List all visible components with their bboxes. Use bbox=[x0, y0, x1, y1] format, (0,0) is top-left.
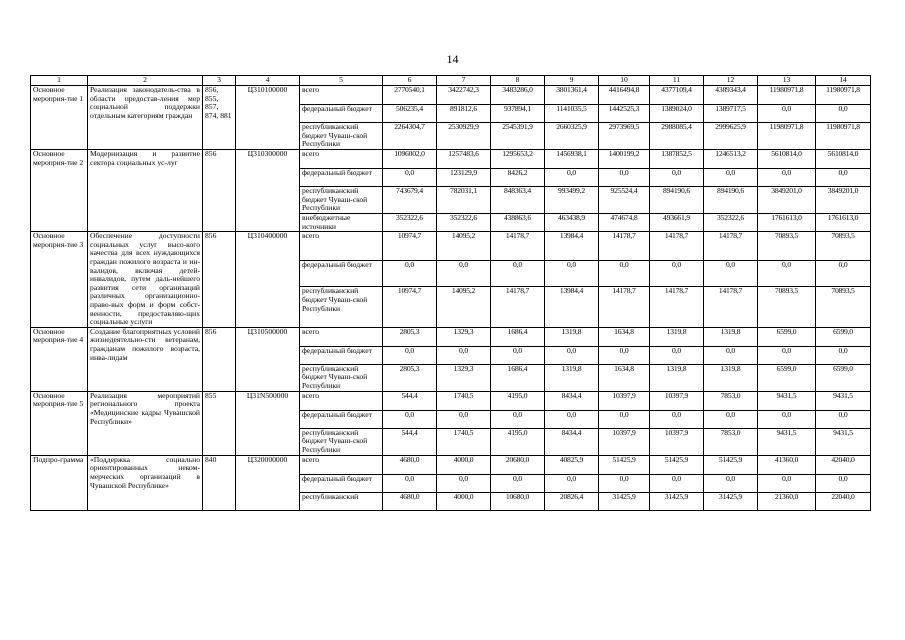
funding-source: федеральный бюджет bbox=[300, 474, 383, 492]
value-cell: 51425,9 bbox=[599, 455, 650, 474]
value-cell: 40825,9 bbox=[545, 455, 599, 474]
value-cell: 1740,5 bbox=[437, 428, 491, 455]
value-cell: 1634,8 bbox=[599, 327, 650, 346]
value-cell: 14178,7 bbox=[704, 287, 758, 327]
value-cell: 3849201,0 bbox=[758, 187, 816, 214]
funding-source: всего bbox=[300, 455, 383, 474]
value-cell: 11980971,8 bbox=[816, 86, 871, 105]
event-name: Основное мероприя-тие 2 bbox=[31, 150, 88, 232]
funding-source: республиканский бюджет Чуваш-ской Республики bbox=[300, 364, 383, 391]
column-header: 6 bbox=[383, 76, 437, 86]
event-description: Модернизация и развитие сектора социальных ус-луг bbox=[88, 150, 203, 232]
value-cell: 1761613,0 bbox=[758, 214, 816, 232]
table-row bbox=[31, 391, 871, 410]
value-cell: 1634,8 bbox=[599, 364, 650, 391]
value-cell: 0,0 bbox=[491, 474, 545, 492]
column-header: 10 bbox=[599, 76, 650, 86]
value-cell: 70893,5 bbox=[816, 287, 871, 327]
value-cell: 0,0 bbox=[599, 169, 650, 187]
column-header: 8 bbox=[491, 76, 545, 86]
value-cell: 4680,0 bbox=[383, 455, 437, 474]
grbs-code: 840 bbox=[203, 455, 236, 510]
funding-source: всего bbox=[300, 86, 383, 105]
value-cell: 925524,4 bbox=[599, 187, 650, 214]
value-cell: 1257483,6 bbox=[437, 150, 491, 169]
value-cell: 0,0 bbox=[816, 346, 871, 364]
value-cell: 3422742,3 bbox=[437, 86, 491, 105]
value-cell: 0,0 bbox=[383, 346, 437, 364]
value-cell: 1246513,2 bbox=[704, 150, 758, 169]
value-cell: 0,0 bbox=[545, 474, 599, 492]
value-cell: 1319,8 bbox=[650, 327, 704, 346]
value-cell: 0,0 bbox=[599, 410, 650, 428]
value-cell: 4000,0 bbox=[437, 492, 491, 510]
value-cell: 0,0 bbox=[758, 346, 816, 364]
value-cell: 14095,2 bbox=[437, 232, 491, 260]
value-cell: 0,0 bbox=[816, 474, 871, 492]
value-cell: 0,0 bbox=[437, 410, 491, 428]
value-cell: 0,0 bbox=[650, 260, 704, 287]
funding-source: федеральный бюджет bbox=[300, 346, 383, 364]
column-header: 12 bbox=[704, 76, 758, 86]
value-cell: 1686,4 bbox=[491, 364, 545, 391]
value-cell: 1295653,2 bbox=[491, 150, 545, 169]
header-row bbox=[31, 76, 871, 86]
funding-source: всего bbox=[300, 232, 383, 260]
value-cell: 31425,9 bbox=[599, 492, 650, 510]
value-cell: 1319,8 bbox=[704, 327, 758, 346]
value-cell: 1456938,1 bbox=[545, 150, 599, 169]
value-cell: 1141035,5 bbox=[545, 105, 599, 123]
value-cell: 0,0 bbox=[650, 474, 704, 492]
value-cell: 993499,2 bbox=[545, 187, 599, 214]
value-cell: 14095,2 bbox=[437, 287, 491, 327]
event-description: Реализация мероприятий регионального проекта «Медицинские кадры Чувашской Республики» bbox=[88, 391, 203, 455]
value-cell: 2805,3 bbox=[383, 364, 437, 391]
column-header: 2 bbox=[88, 76, 203, 86]
classification-code: Ц310300000 bbox=[236, 150, 300, 232]
value-cell: 0,0 bbox=[758, 105, 816, 123]
value-cell: 2999625,9 bbox=[704, 123, 758, 150]
table-row bbox=[31, 150, 871, 169]
event-name: Основное мероприя-тие 3 bbox=[31, 232, 88, 328]
page-number: 14 bbox=[446, 52, 459, 66]
value-cell: 0,0 bbox=[437, 346, 491, 364]
value-cell: 1442525,3 bbox=[599, 105, 650, 123]
value-cell: 10397,9 bbox=[650, 391, 704, 410]
value-cell: 10397,9 bbox=[599, 428, 650, 455]
funding-source: республиканский бюджет Чуваш-ской Республики bbox=[300, 123, 383, 150]
value-cell: 0,0 bbox=[704, 169, 758, 187]
value-cell: 2264304,7 bbox=[383, 123, 437, 150]
value-cell: 0,0 bbox=[545, 346, 599, 364]
value-cell: 493661,9 bbox=[650, 214, 704, 232]
value-cell: 51425,9 bbox=[704, 455, 758, 474]
value-cell: 1096002,0 bbox=[383, 150, 437, 169]
event-description: Создание благоприятных условий жизнедеятельно-сти ветеранам, гражданам пожилого возраста, инва-лидам bbox=[88, 327, 203, 391]
value-cell: 10680,0 bbox=[491, 492, 545, 510]
value-cell: 0,0 bbox=[545, 260, 599, 287]
value-cell: 10397,9 bbox=[599, 391, 650, 410]
value-cell: 70893,5 bbox=[758, 232, 816, 260]
budget-table bbox=[30, 75, 871, 511]
value-cell: 0,0 bbox=[383, 410, 437, 428]
value-cell: 0,0 bbox=[816, 169, 871, 187]
value-cell: 743679,4 bbox=[383, 187, 437, 214]
funding-source: всего bbox=[300, 150, 383, 169]
value-cell: 4389343,4 bbox=[704, 86, 758, 105]
classification-code: Ц310400000 bbox=[236, 232, 300, 328]
value-cell: 0,0 bbox=[704, 474, 758, 492]
value-cell: 13984,4 bbox=[545, 287, 599, 327]
value-cell: 1400199,2 bbox=[599, 150, 650, 169]
value-cell: 0,0 bbox=[599, 474, 650, 492]
classification-code: Ц320000000 bbox=[236, 455, 300, 510]
value-cell: 544,4 bbox=[383, 391, 437, 410]
value-cell: 7853,0 bbox=[704, 391, 758, 410]
value-cell: 7853,0 bbox=[704, 428, 758, 455]
value-cell: 14178,7 bbox=[599, 287, 650, 327]
funding-source: внебюджетные источники bbox=[300, 214, 383, 232]
column-header: 9 bbox=[545, 76, 599, 86]
funding-source: всего bbox=[300, 327, 383, 346]
value-cell: 10397,9 bbox=[650, 428, 704, 455]
value-cell: 0,0 bbox=[704, 410, 758, 428]
value-cell: 21360,0 bbox=[758, 492, 816, 510]
grbs-code: 855 bbox=[203, 391, 236, 455]
funding-source: республиканский бюджет Чуваш-ской Республики bbox=[300, 187, 383, 214]
value-cell: 544,4 bbox=[383, 428, 437, 455]
table-row bbox=[31, 327, 871, 346]
value-cell: 1761613,0 bbox=[816, 214, 871, 232]
value-cell: 2973969,5 bbox=[599, 123, 650, 150]
event-description: Реализация законодатель-ства в области предостав-ления мер социальной поддержки отдельным категориям граждан bbox=[88, 86, 203, 150]
value-cell: 2545391,9 bbox=[491, 123, 545, 150]
value-cell: 10974,7 bbox=[383, 287, 437, 327]
value-cell: 0,0 bbox=[816, 260, 871, 287]
column-header: 14 bbox=[816, 76, 871, 86]
event-description: «Поддержка социально ориентированных неком-мерческих организаций в Чувашской Республике» bbox=[88, 455, 203, 510]
value-cell: 31425,9 bbox=[704, 492, 758, 510]
value-cell: 937894,1 bbox=[491, 105, 545, 123]
value-cell: 4195,0 bbox=[491, 391, 545, 410]
value-cell: 20826,4 bbox=[545, 492, 599, 510]
value-cell: 11980971,8 bbox=[816, 123, 871, 150]
value-cell: 6599,0 bbox=[816, 327, 871, 346]
value-cell: 6599,0 bbox=[816, 364, 871, 391]
value-cell: 9431,5 bbox=[758, 428, 816, 455]
grbs-code: 856, 855, 857, 874, 881 bbox=[203, 86, 236, 150]
value-cell: 2770540,1 bbox=[383, 86, 437, 105]
column-header: 7 bbox=[437, 76, 491, 86]
value-cell: 4000,0 bbox=[437, 455, 491, 474]
column-header: 4 bbox=[236, 76, 300, 86]
value-cell: 0,0 bbox=[545, 169, 599, 187]
value-cell: 8426,2 bbox=[491, 169, 545, 187]
value-cell: 4195,0 bbox=[491, 428, 545, 455]
column-header: 5 bbox=[300, 76, 383, 86]
value-cell: 352322,6 bbox=[437, 214, 491, 232]
value-cell: 9431,5 bbox=[816, 428, 871, 455]
table-row bbox=[31, 232, 871, 260]
value-cell: 11980971,8 bbox=[758, 86, 816, 105]
value-cell: 9431,5 bbox=[816, 391, 871, 410]
funding-source: республиканский бюджет Чуваш-ской Республики bbox=[300, 428, 383, 455]
value-cell: 0,0 bbox=[704, 346, 758, 364]
value-cell: 1319,8 bbox=[704, 364, 758, 391]
value-cell: 0,0 bbox=[545, 410, 599, 428]
event-name: Основное мероприя-тие 5 bbox=[31, 391, 88, 455]
value-cell: 14178,7 bbox=[491, 287, 545, 327]
value-cell: 0,0 bbox=[437, 260, 491, 287]
grbs-code: 856 bbox=[203, 232, 236, 328]
value-cell: 4416494,8 bbox=[599, 86, 650, 105]
value-cell: 10974,7 bbox=[383, 232, 437, 260]
value-cell: 463438,9 bbox=[545, 214, 599, 232]
value-cell: 14178,7 bbox=[650, 287, 704, 327]
value-cell: 894190,6 bbox=[650, 187, 704, 214]
value-cell: 782031,1 bbox=[437, 187, 491, 214]
value-cell: 0,0 bbox=[758, 169, 816, 187]
event-name: Подпро-грамма bbox=[31, 455, 88, 510]
value-cell: 0,0 bbox=[383, 260, 437, 287]
value-cell: 1329,3 bbox=[437, 327, 491, 346]
value-cell: 5610814,0 bbox=[816, 150, 871, 169]
value-cell: 1329,3 bbox=[437, 364, 491, 391]
value-cell: 70893,5 bbox=[758, 287, 816, 327]
value-cell: 506235,4 bbox=[383, 105, 437, 123]
value-cell: 0,0 bbox=[383, 169, 437, 187]
value-cell: 123129,9 bbox=[437, 169, 491, 187]
event-name: Основное мероприя-тие 4 bbox=[31, 327, 88, 391]
value-cell: 0,0 bbox=[816, 105, 871, 123]
value-cell: 41360,0 bbox=[758, 455, 816, 474]
value-cell: 2530929,9 bbox=[437, 123, 491, 150]
value-cell: 3801361,4 bbox=[545, 86, 599, 105]
value-cell: 0,0 bbox=[758, 474, 816, 492]
value-cell: 4377109,4 bbox=[650, 86, 704, 105]
grbs-code: 856 bbox=[203, 150, 236, 232]
value-cell: 474674,8 bbox=[599, 214, 650, 232]
value-cell: 31425,9 bbox=[650, 492, 704, 510]
column-header: 3 bbox=[203, 76, 236, 86]
value-cell: 5610814,0 bbox=[758, 150, 816, 169]
value-cell: 4680,0 bbox=[383, 492, 437, 510]
value-cell: 6599,0 bbox=[758, 364, 816, 391]
funding-source: республиканский bbox=[300, 492, 383, 510]
value-cell: 14178,7 bbox=[491, 232, 545, 260]
value-cell: 1389717,5 bbox=[704, 105, 758, 123]
value-cell: 0,0 bbox=[650, 410, 704, 428]
value-cell: 0,0 bbox=[491, 346, 545, 364]
value-cell: 2805,3 bbox=[383, 327, 437, 346]
classification-code: Ц310500000 bbox=[236, 327, 300, 391]
value-cell: 891812,6 bbox=[437, 105, 491, 123]
value-cell: 1740,5 bbox=[437, 391, 491, 410]
value-cell: 1387852,5 bbox=[650, 150, 704, 169]
column-header: 11 bbox=[650, 76, 704, 86]
value-cell: 2660325,9 bbox=[545, 123, 599, 150]
event-description: Обеспечение доступности социальных услуг высо-кого качества для всех нуждающихся граждан пожилого возраста и ин-валидов, включая детей-инвалидов, путем даль-нейшего развития сети организаций различных организационно-право-вых форм и форм собст-венности, предоставляю-щих социальные услуги bbox=[88, 232, 203, 328]
value-cell: 0,0 bbox=[650, 169, 704, 187]
value-cell: 1389024,0 bbox=[650, 105, 704, 123]
funding-source: федеральный бюджет bbox=[300, 410, 383, 428]
value-cell: 2988085,4 bbox=[650, 123, 704, 150]
value-cell: 0,0 bbox=[491, 410, 545, 428]
value-cell: 0,0 bbox=[704, 260, 758, 287]
value-cell: 894190,6 bbox=[704, 187, 758, 214]
value-cell: 8434,4 bbox=[545, 391, 599, 410]
value-cell: 0,0 bbox=[599, 346, 650, 364]
funding-source: федеральный бюджет bbox=[300, 260, 383, 287]
value-cell: 1686,4 bbox=[491, 327, 545, 346]
value-cell: 8434,4 bbox=[545, 428, 599, 455]
value-cell: 0,0 bbox=[599, 260, 650, 287]
value-cell: 14178,7 bbox=[599, 232, 650, 260]
value-cell: 848363,4 bbox=[491, 187, 545, 214]
value-cell: 1319,8 bbox=[650, 364, 704, 391]
value-cell: 0,0 bbox=[816, 410, 871, 428]
value-cell: 70893,5 bbox=[816, 232, 871, 260]
funding-source: федеральный бюджет bbox=[300, 169, 383, 187]
value-cell: 3483286,0 bbox=[491, 86, 545, 105]
value-cell: 20680,0 bbox=[491, 455, 545, 474]
value-cell: 0,0 bbox=[758, 260, 816, 287]
value-cell: 11980971,8 bbox=[758, 123, 816, 150]
value-cell: 22040,0 bbox=[816, 492, 871, 510]
column-header: 1 bbox=[31, 76, 88, 86]
value-cell: 51425,9 bbox=[650, 455, 704, 474]
value-cell: 0,0 bbox=[491, 260, 545, 287]
value-cell: 3849201,0 bbox=[816, 187, 871, 214]
classification-code: Ц310100000 bbox=[236, 86, 300, 150]
value-cell: 9431,5 bbox=[758, 391, 816, 410]
value-cell: 352322,6 bbox=[383, 214, 437, 232]
value-cell: 1319,8 bbox=[545, 364, 599, 391]
table-row bbox=[31, 455, 871, 474]
value-cell: 0,0 bbox=[758, 410, 816, 428]
funding-source: всего bbox=[300, 391, 383, 410]
value-cell: 42040,0 bbox=[816, 455, 871, 474]
value-cell: 1319,8 bbox=[545, 327, 599, 346]
value-cell: 0,0 bbox=[437, 474, 491, 492]
column-header: 13 bbox=[758, 76, 816, 86]
value-cell: 14178,7 bbox=[704, 232, 758, 260]
funding-source: республиканский бюджет Чуваш-ской Республики bbox=[300, 287, 383, 327]
value-cell: 6599,0 bbox=[758, 327, 816, 346]
table-row bbox=[31, 86, 871, 105]
classification-code: Ц31N500000 bbox=[236, 391, 300, 455]
value-cell: 13984,4 bbox=[545, 232, 599, 260]
event-name: Основное мероприя-тие 1 bbox=[31, 86, 88, 150]
funding-source: федеральный бюджет bbox=[300, 105, 383, 123]
value-cell: 14178,7 bbox=[650, 232, 704, 260]
grbs-code: 856 bbox=[203, 327, 236, 391]
value-cell: 0,0 bbox=[650, 346, 704, 364]
value-cell: 0,0 bbox=[383, 474, 437, 492]
value-cell: 438863,6 bbox=[491, 214, 545, 232]
value-cell: 352322,6 bbox=[704, 214, 758, 232]
